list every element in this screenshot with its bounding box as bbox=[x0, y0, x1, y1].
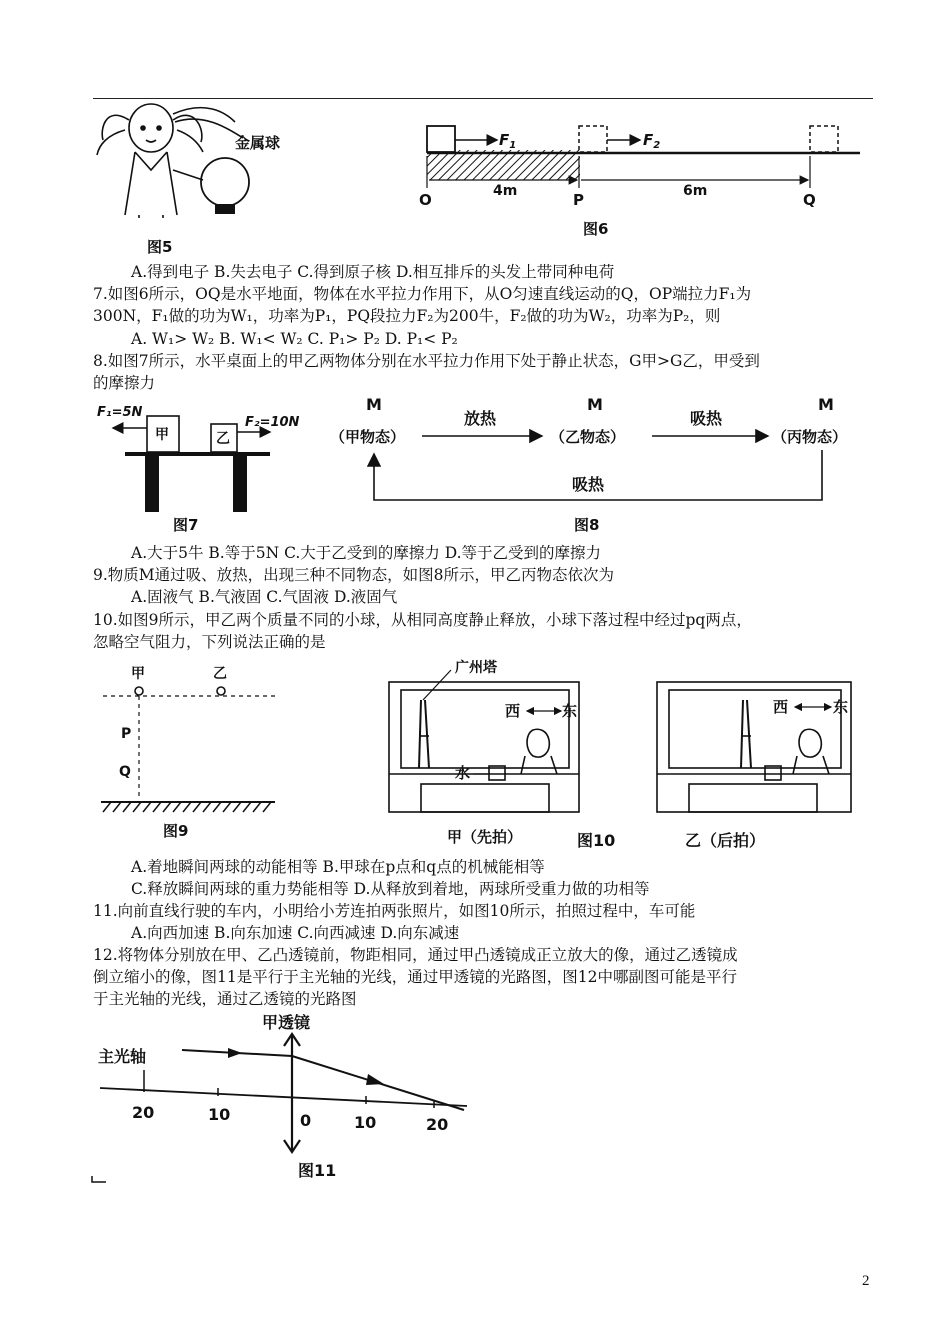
q8-options: A.大于5牛 B.等于5N C.大于乙受到的摩擦力 D.等于乙受到的摩擦力 bbox=[131, 544, 602, 562]
q10-options-cd: C.释放瞬间两球的重力势能相等 D.从释放到着地，两球所受重力做的功相等 bbox=[131, 880, 650, 898]
svg-text:10: 10 bbox=[208, 1105, 231, 1124]
figure-6 bbox=[415, 118, 865, 243]
svg-text:F1: $F_1$ bbox=[499, 131, 517, 151]
header-rule bbox=[93, 98, 873, 99]
svg-text:西: 西 bbox=[505, 702, 521, 720]
q11-options: A.向西加速 B.向东加速 C.向西减速 D.向东减速 bbox=[131, 924, 460, 942]
q10-line1: 10.如图9所示，甲乙两个质量不同的小球，从相同高度静止释放，小球下落过程中经过pq两点， bbox=[93, 611, 752, 629]
q9-options: A.固液气 B.气液固 C.气固液 D.液固气 bbox=[131, 588, 398, 606]
svg-text:乙: 乙 bbox=[213, 666, 227, 682]
svg-text:P: P bbox=[573, 191, 584, 209]
svg-text:甲: 甲 bbox=[131, 666, 145, 682]
figure-11 bbox=[92, 1010, 472, 1185]
photo-jia bbox=[389, 682, 579, 812]
q8-line2: 的摩擦力 bbox=[93, 374, 156, 392]
metal-sphere-label: 金属球 bbox=[235, 134, 281, 152]
svg-text:甲透镜: 甲透镜 bbox=[262, 1013, 311, 1032]
svg-text:F₂=10N: F₂=10N bbox=[245, 415, 300, 430]
svg-text:F₁=5N: F₁=5N bbox=[97, 405, 143, 420]
figure-5 bbox=[95, 100, 310, 258]
block-at-Q bbox=[810, 126, 838, 152]
q7-line1: 7.如图6所示，OQ是水平地面，物体在水平拉力作用下，从O匀速直线运动的Q，OP端拉力F₁为 bbox=[93, 285, 752, 303]
q7-options: A. W₁> W₂ B. W₁< W₂ C. P₁> P₂ D. P₁< P₂ bbox=[131, 330, 458, 348]
svg-text:甲（先拍）: 甲（先拍） bbox=[447, 828, 523, 846]
svg-text:M: M bbox=[818, 395, 834, 414]
svg-text:（乙物态）: （乙物态） bbox=[550, 428, 626, 446]
svg-text:M: M bbox=[366, 395, 382, 414]
svg-text:东: 东 bbox=[562, 702, 578, 720]
svg-text:（甲物态）: （甲物态） bbox=[330, 428, 406, 446]
svg-text:图9: 图9 bbox=[163, 822, 189, 840]
svg-text:4m: 4m bbox=[493, 183, 518, 199]
svg-text:图7: 图7 bbox=[173, 516, 199, 534]
svg-text:6m: 6m bbox=[683, 183, 708, 199]
q11-line1: 11.向前直线行驶的车内，小明给小芳连拍两张照片，如图10所示，拍照过程中，车可能 bbox=[93, 902, 696, 920]
svg-text:吸热: 吸热 bbox=[572, 475, 605, 494]
q9-line1: 9.物质M通过吸、放热，出现三种不同物态，如图8所示，甲乙丙物态依次为 bbox=[93, 566, 615, 584]
svg-text:图11: 图11 bbox=[298, 1161, 337, 1180]
svg-text:放热: 放热 bbox=[464, 409, 497, 428]
q12-line3: 于主光轴的光线，通过乙透镜的光路图 bbox=[93, 990, 357, 1008]
q12-line2: 倒立缩小的像，图11是平行于主光轴的光线，通过甲透镜的光路图，图12中哪副图可能是平行 bbox=[93, 968, 737, 986]
svg-text:图10: 图10 bbox=[577, 831, 616, 850]
svg-text:吸热: 吸热 bbox=[690, 409, 723, 428]
svg-text:20: 20 bbox=[426, 1115, 449, 1134]
q6-options: A.得到电子 B.失去电子 C.得到原子核 D.相互排斥的头发上带同种电荷 bbox=[131, 263, 615, 281]
q12-line1: 12.将物体分别放在甲、乙凸透镜前，物距相同，通过甲凸透镜成正立放大的像，通过乙透镜成 bbox=[93, 946, 738, 964]
q7-line2: 300N，F₁做的功为W₁，功率为P₁，PQ段拉力F₂为200牛，F₂做的功为W₂，功率为P₂，则 bbox=[93, 307, 721, 325]
q10-options-ab: A.着地瞬间两球的动能相等 B.甲球在p点和q点的机械能相等 bbox=[131, 858, 545, 876]
photo-yi bbox=[657, 682, 851, 812]
svg-text:F2: $F_2$ bbox=[643, 131, 661, 151]
page-number: 2 bbox=[862, 1273, 870, 1289]
svg-text:0: 0 bbox=[300, 1111, 312, 1130]
svg-text:Q: Q bbox=[803, 191, 816, 209]
svg-text:P: P bbox=[121, 726, 132, 742]
block-at-O bbox=[427, 126, 455, 152]
figure-7 bbox=[95, 396, 300, 536]
svg-text:O: O bbox=[419, 191, 432, 209]
svg-text:主光轴: 主光轴 bbox=[98, 1047, 147, 1066]
svg-text:西: 西 bbox=[773, 698, 789, 716]
svg-text:图6: 图6 bbox=[583, 220, 609, 238]
q8-line1: 8.如图7所示，水平桌面上的甲乙两物体分别在水平拉力作用下处于静止状态，G甲>G乙，甲受到 bbox=[93, 352, 760, 370]
svg-text:Q: Q bbox=[119, 764, 131, 780]
fig5-caption: 图5 bbox=[147, 238, 173, 256]
girl-illustration bbox=[97, 104, 243, 218]
svg-text:乙: 乙 bbox=[216, 431, 230, 447]
svg-text:广州塔: 广州塔 bbox=[455, 660, 497, 676]
figure-9 bbox=[95, 662, 280, 842]
svg-text:10: 10 bbox=[354, 1113, 377, 1132]
ball-yi bbox=[217, 687, 225, 695]
metal-sphere bbox=[201, 158, 249, 206]
svg-text:东: 东 bbox=[833, 698, 849, 716]
ball-jia bbox=[135, 687, 143, 695]
figure-10 bbox=[385, 656, 870, 854]
svg-text:图8: 图8 bbox=[574, 516, 600, 534]
svg-text:水: 水 bbox=[455, 764, 471, 782]
svg-text:M: M bbox=[587, 395, 603, 414]
svg-text:乙（后拍）: 乙（后拍） bbox=[685, 831, 766, 850]
block-at-P bbox=[579, 126, 607, 152]
figure-8 bbox=[330, 392, 870, 540]
svg-text:甲: 甲 bbox=[155, 427, 169, 443]
q10-line2: 忽略空气阻力，下列说法正确的是 bbox=[93, 633, 326, 651]
svg-text:（丙物态）: （丙物态） bbox=[772, 428, 848, 446]
svg-text:20: 20 bbox=[132, 1103, 155, 1122]
